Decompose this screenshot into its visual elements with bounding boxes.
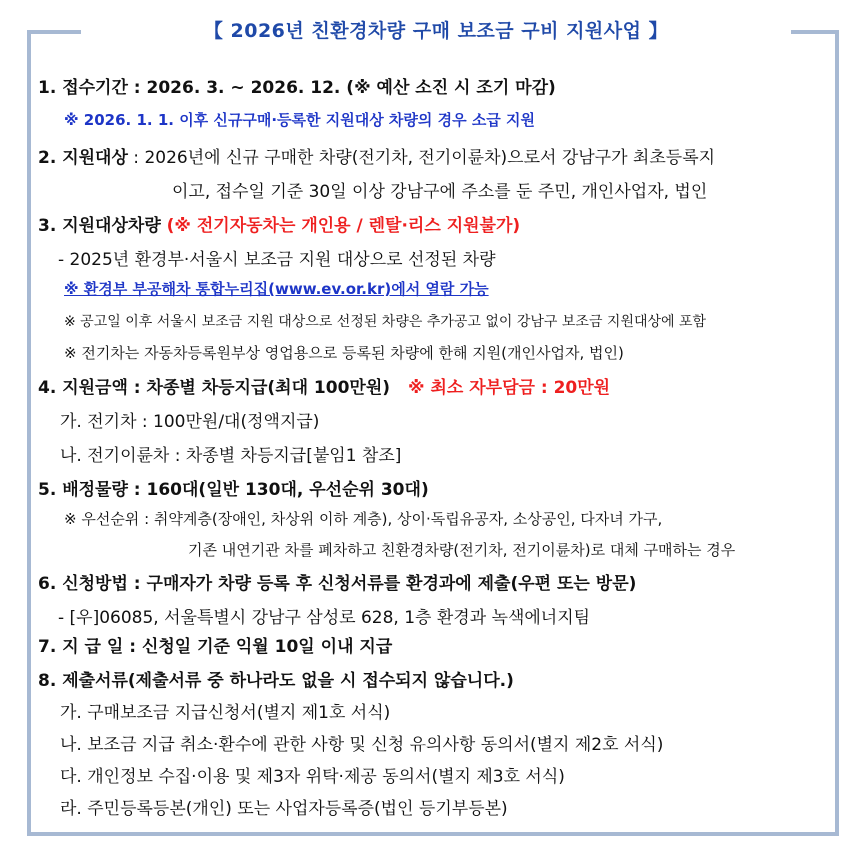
section-2-line-1: [38, 143, 715, 168]
section-2-text-2: 이고, 접수일 기준 30일 이상 강남구에 주소를 둔 주민, 개인사업자, 법인: [172, 182, 708, 202]
section-5-note-2: 기존 내연기관 차를 폐차하고 친환경차량(전기차, 전기이륜차)로 대체 구매하는 경우: [188, 541, 736, 559]
page-title: 【 2026년 친환경차량 구매 보조금 구비 지원사업 】: [203, 20, 669, 42]
section-4-item-a: 가. 전기차 : 100만원/대(정액지급): [60, 412, 320, 432]
section-3-note-1: ※ 공고일 이후 서울시 보조금 지원 대상으로 선정된 차량은 추가공고 없이 강남구 보조금 지원대상에 포함: [64, 314, 707, 330]
section-4-warning: ※ 최소 자부담금 : 20만원: [408, 378, 611, 398]
section-8-heading: 8. 제출서류(제출서류 중 하나라도 없을 시 접수되지 않습니다.): [38, 671, 514, 691]
section-4-heading: [38, 373, 610, 398]
section-2-label: 2. 지원대상: [38, 148, 128, 168]
title-bar: [81, 12, 791, 48]
section-3-item-1: - 2025년 환경부·서울시 보조금 지원 대상으로 선정된 차량: [58, 250, 496, 270]
section-1-heading: 1. 접수기간 : 2026. 3. ~ 2026. 12. (※ 예산 소진 시 조기 마감): [38, 78, 556, 98]
section-4-item-b: 나. 전기이륜차 : 차종별 차등지급[붙임1 참조]: [60, 446, 402, 466]
document-item: 나. 보조금 지급 취소·환수에 관한 사항 및 신청 유의사항 동의서(별지 제2호 서식): [60, 735, 664, 755]
ev-portal-link[interactable]: ※ 환경부 부공해차 통합누리집(www.ev.or.kr)에서 열람 가능: [64, 280, 489, 298]
section-3-heading: [38, 211, 520, 236]
section-1-note: ※ 2026. 1. 1. 이후 신규구매·등록한 지원대상 차량의 경우 소급 지원: [64, 111, 536, 129]
section-3-label: 3. 지원대상차량: [38, 216, 167, 236]
section-5-heading: 5. 배정물량 : 160대(일반 130대, 우선순위 30대): [38, 480, 429, 500]
section-4-label: 4. 지원금액 : 차종별 차등지급(최대 100만원): [38, 378, 391, 398]
section-3-note-2: ※ 전기차는 자동차등록원부상 영업용으로 등록된 차량에 한해 지원(개인사업자, 법인): [64, 344, 624, 362]
document-item: 다. 개인정보 수집·이용 및 제3자 위탁·제공 동의서(별지 제3호 서식): [60, 767, 565, 787]
section-7-heading: 7. 지 급 일 : 신청일 기준 익월 10일 이내 지급: [38, 637, 393, 657]
document-item: 가. 구매보조금 지급신청서(별지 제1호 서식): [60, 703, 391, 723]
section-2-text-1: : 2026년에 신규 구매한 차량(전기차, 전기이륜차)으로서 강남구가 최초등록지: [127, 148, 716, 168]
section-6-heading: 6. 신청방법 : 구매자가 차량 등록 후 신청서류를 환경과에 제출(우편 또는 방문): [38, 574, 637, 594]
section-3-warning: (※ 전기자동차는 개인용 / 렌탈·리스 지원불가): [166, 216, 521, 236]
section-5-note-1: ※ 우선순위 : 취약계층(장애인, 차상위 이하 계층), 상이·독립유공자, 소상공인, 다자녀 가구,: [64, 510, 663, 528]
section-6-address: - [우]06085, 서울특별시 강남구 삼성로 628, 1층 환경과 녹색에너지팀: [58, 608, 591, 628]
document-item: 라. 주민등록등본(개인) 또는 사업자등록증(법인 등기부등본): [60, 799, 508, 819]
